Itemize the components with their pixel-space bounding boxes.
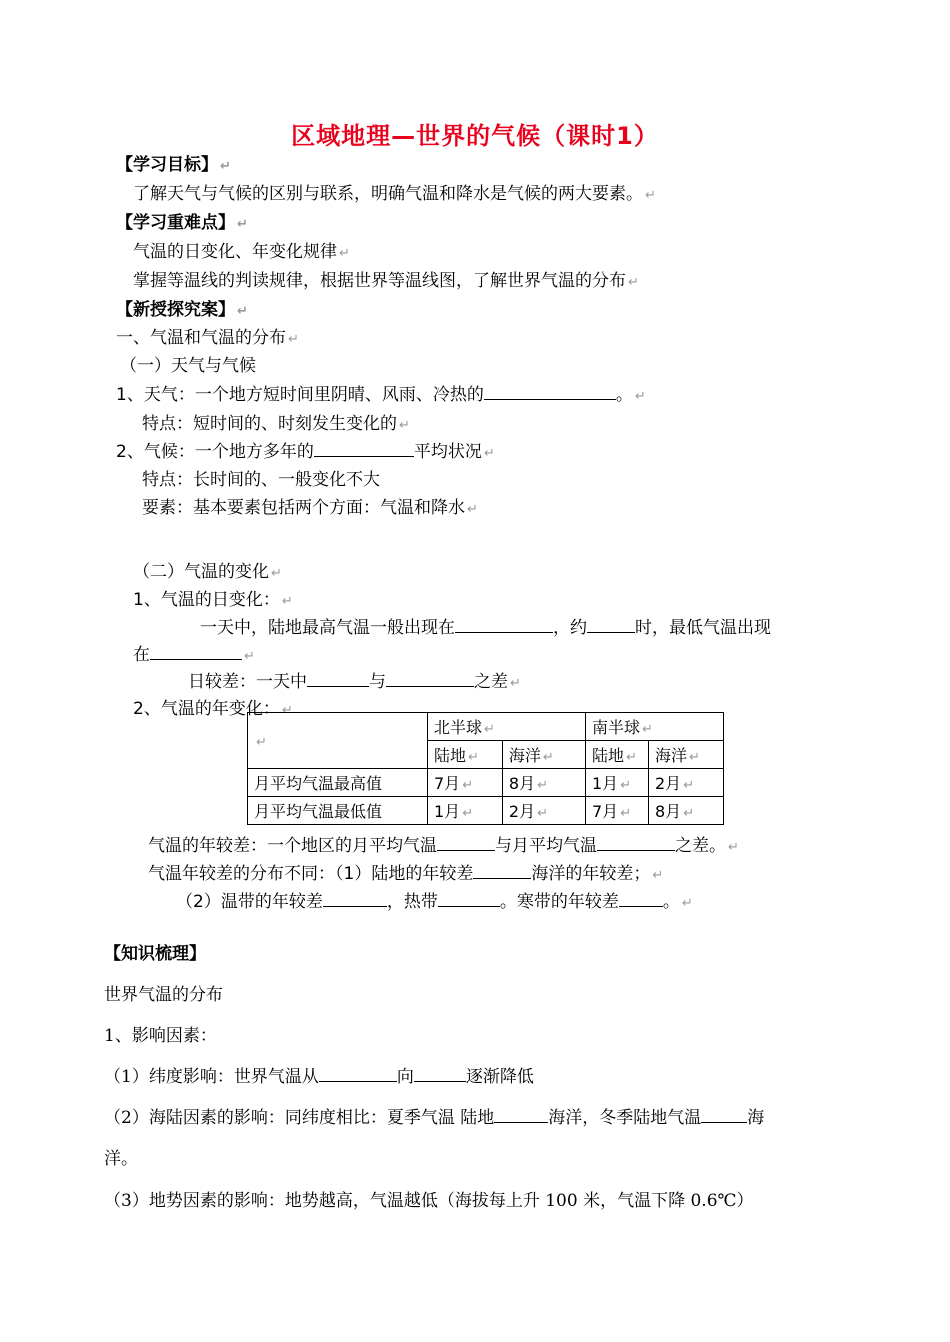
annual-dist-2: （2）温带的年较差 ，热带 。寒带的年较差 。 ↵ <box>176 892 693 912</box>
row-label: 月平均气温最高值 <box>248 769 428 797</box>
south-land-header: 陆地 ↵ <box>586 741 649 769</box>
daily-line1: 一天中，陆地最高气温一般出现在 ，约 时，最低气温出现 <box>200 618 771 638</box>
corner-cell: ↵ <box>248 713 428 769</box>
table-cell: 8月 ↵ <box>649 797 724 825</box>
objectives-text: 了解天气与气候的区别与联系，明确气温和降水是气候的两大要素。 ↵ <box>133 184 656 204</box>
annual-dist-1: 气温年较差的分布不同：（1）陆地的年较差 海洋的年较差； ↵ <box>148 864 664 884</box>
daily-range: 日较差：一天中 与 之差 ↵ <box>188 672 521 692</box>
climate-feature: 特点：长时间的、一般变化不大 <box>142 470 380 490</box>
keypoint-2: 掌握等温线的判读规律，根据世界等温线图，了解世界气温的分布 ↵ <box>133 271 639 291</box>
factor-altitude: （3）地势因素的影响：地势越高，气温越低（海拔每上升 100 米，气温下降 0.6℃） <box>104 1191 754 1211</box>
table-cell: 1月 ↵ <box>586 769 649 797</box>
factors-heading: 1、影响因素： <box>104 1026 217 1046</box>
table-cell: 2月 ↵ <box>502 797 585 825</box>
table-cell: 7月 ↵ <box>428 769 503 797</box>
daily-heading: 1、气温的日变化： ↵ <box>133 590 293 610</box>
page-title: 区域地理—世界的气候（课时1） <box>291 122 659 150</box>
factor-sea-land: （2）海陆因素的影响：同纬度相比：夏季气温 陆地 海洋，冬季陆地气温 海 <box>104 1108 765 1128</box>
keypoints-heading: 【学习重难点】 ↵ <box>116 213 248 233</box>
daily-line2: 在 ↵ <box>133 645 255 665</box>
weather-feature: 特点：短时间的、时刻发生变化的 ↵ <box>142 414 410 434</box>
part1-sub: （一）天气与气候 <box>120 356 256 376</box>
climate-def: 2、气候：一个地方多年的 平均状况 ↵ <box>116 442 495 462</box>
table-cell: 8月 ↵ <box>502 769 585 797</box>
knowledge-topic: 世界气温的分布 <box>104 985 223 1005</box>
explore-heading: 【新授探究案】 ↵ <box>116 300 248 320</box>
factor-latitude: （1）纬度影响：世界气温从 向 逐渐降低 <box>104 1067 534 1087</box>
part1-heading: 一、气温和气温的分布 ↵ <box>116 328 299 348</box>
annual-heading: 2、气温的年变化： ↵ <box>133 699 293 719</box>
factor-sea-land-cont: 洋。 <box>104 1149 138 1169</box>
row-label: 月平均气温最低值 <box>248 797 428 825</box>
weather-def: 1、天气：一个地方短时间里阴晴、风雨、冷热的 。 ↵ <box>116 385 646 405</box>
south-hemisphere-header: 南半球 ↵ <box>586 713 724 741</box>
objectives-heading: 【学习目标】 ↵ <box>116 155 231 175</box>
north-ocean-header: 海洋 ↵ <box>502 741 585 769</box>
table-row <box>248 797 724 825</box>
table-cell: 1月 ↵ <box>428 797 503 825</box>
part2-sub: （二）气温的变化 ↵ <box>133 562 282 582</box>
table-cell: 7月 ↵ <box>586 797 649 825</box>
north-hemisphere-header: 北半球 ↵ <box>428 713 586 741</box>
north-land-header: 陆地 ↵ <box>428 741 503 769</box>
temperature-table <box>247 712 724 825</box>
table-header-row <box>248 713 724 741</box>
table-row <box>248 769 724 797</box>
table-cell: 2月 ↵ <box>649 769 724 797</box>
south-ocean-header: 海洋 ↵ <box>649 741 724 769</box>
climate-elements: 要素：基本要素包括两个方面：气温和降水 ↵ <box>142 498 478 518</box>
keypoint-1: 气温的日变化、年变化规律 ↵ <box>133 242 350 262</box>
annual-range: 气温的年较差：一个地区的月平均气温 与月平均气温 之差。 ↵ <box>148 836 739 856</box>
knowledge-heading: 【知识梳理】 <box>104 944 206 964</box>
